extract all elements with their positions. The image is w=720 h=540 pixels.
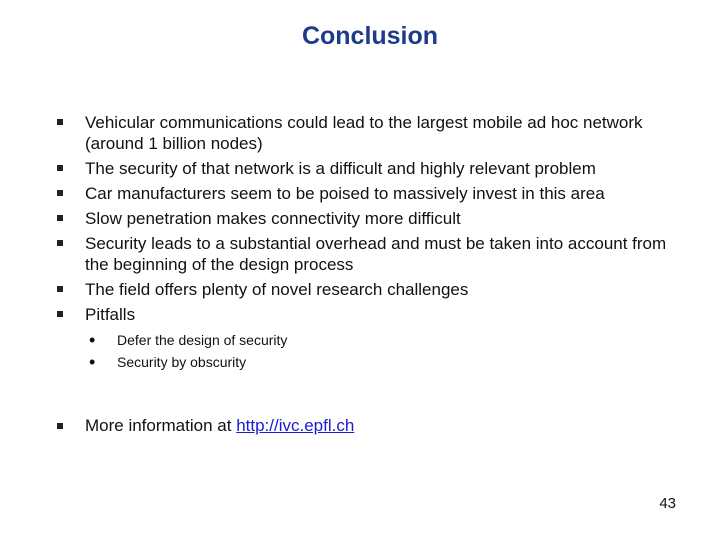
square-bullet-icon [57,286,63,292]
bullet-text: The security of that network is a difficult and highly relevant problem [85,159,596,178]
pitfalls-sub-list [89,329,677,373]
more-info-bullet [57,415,354,437]
bullet-text: Security leads to a substantial overhead and must be taken into account from the beginning of the design process [85,234,667,274]
bullet-text: Vehicular communications could lead to the largest mobile ad hoc network (around 1 billion nodes) [85,113,643,153]
bullet-text: Pitfalls [85,305,136,324]
sub-bullet-item [89,351,677,373]
bullet-list [57,112,677,377]
square-bullet-icon [57,311,63,317]
bullet-item [57,158,677,179]
sub-bullet-item [89,329,677,351]
square-bullet-icon [57,215,63,221]
slide-title: Conclusion [301,22,439,50]
square-bullet-icon [57,240,63,246]
round-bullet-icon: • [89,352,96,372]
bullet-item [57,112,677,154]
sub-bullet-text: Defer the design of security [117,332,288,348]
round-bullet-icon: • [89,330,96,350]
bullet-item [57,183,677,204]
bullet-text: The field offers plenty of novel research challenges [85,280,469,299]
bullet-item-pitfalls [57,304,677,373]
bullet-item [57,233,677,275]
square-bullet-icon [57,423,63,429]
more-info-text: More information at [85,416,237,435]
more-info-link[interactable]: http://ivc.epfl.ch [236,416,355,435]
square-bullet-icon [57,119,63,125]
page-number: 43 [659,495,676,512]
bullet-text: Car manufacturers seem to be poised to massively invest in this area [85,184,605,203]
square-bullet-icon [57,165,63,171]
sub-bullet-text: Security by obscurity [117,354,247,370]
square-bullet-icon [57,190,63,196]
bullet-text: Slow penetration makes connectivity more difficult [85,209,461,228]
bullet-item [57,208,677,229]
bullet-item [57,279,677,300]
